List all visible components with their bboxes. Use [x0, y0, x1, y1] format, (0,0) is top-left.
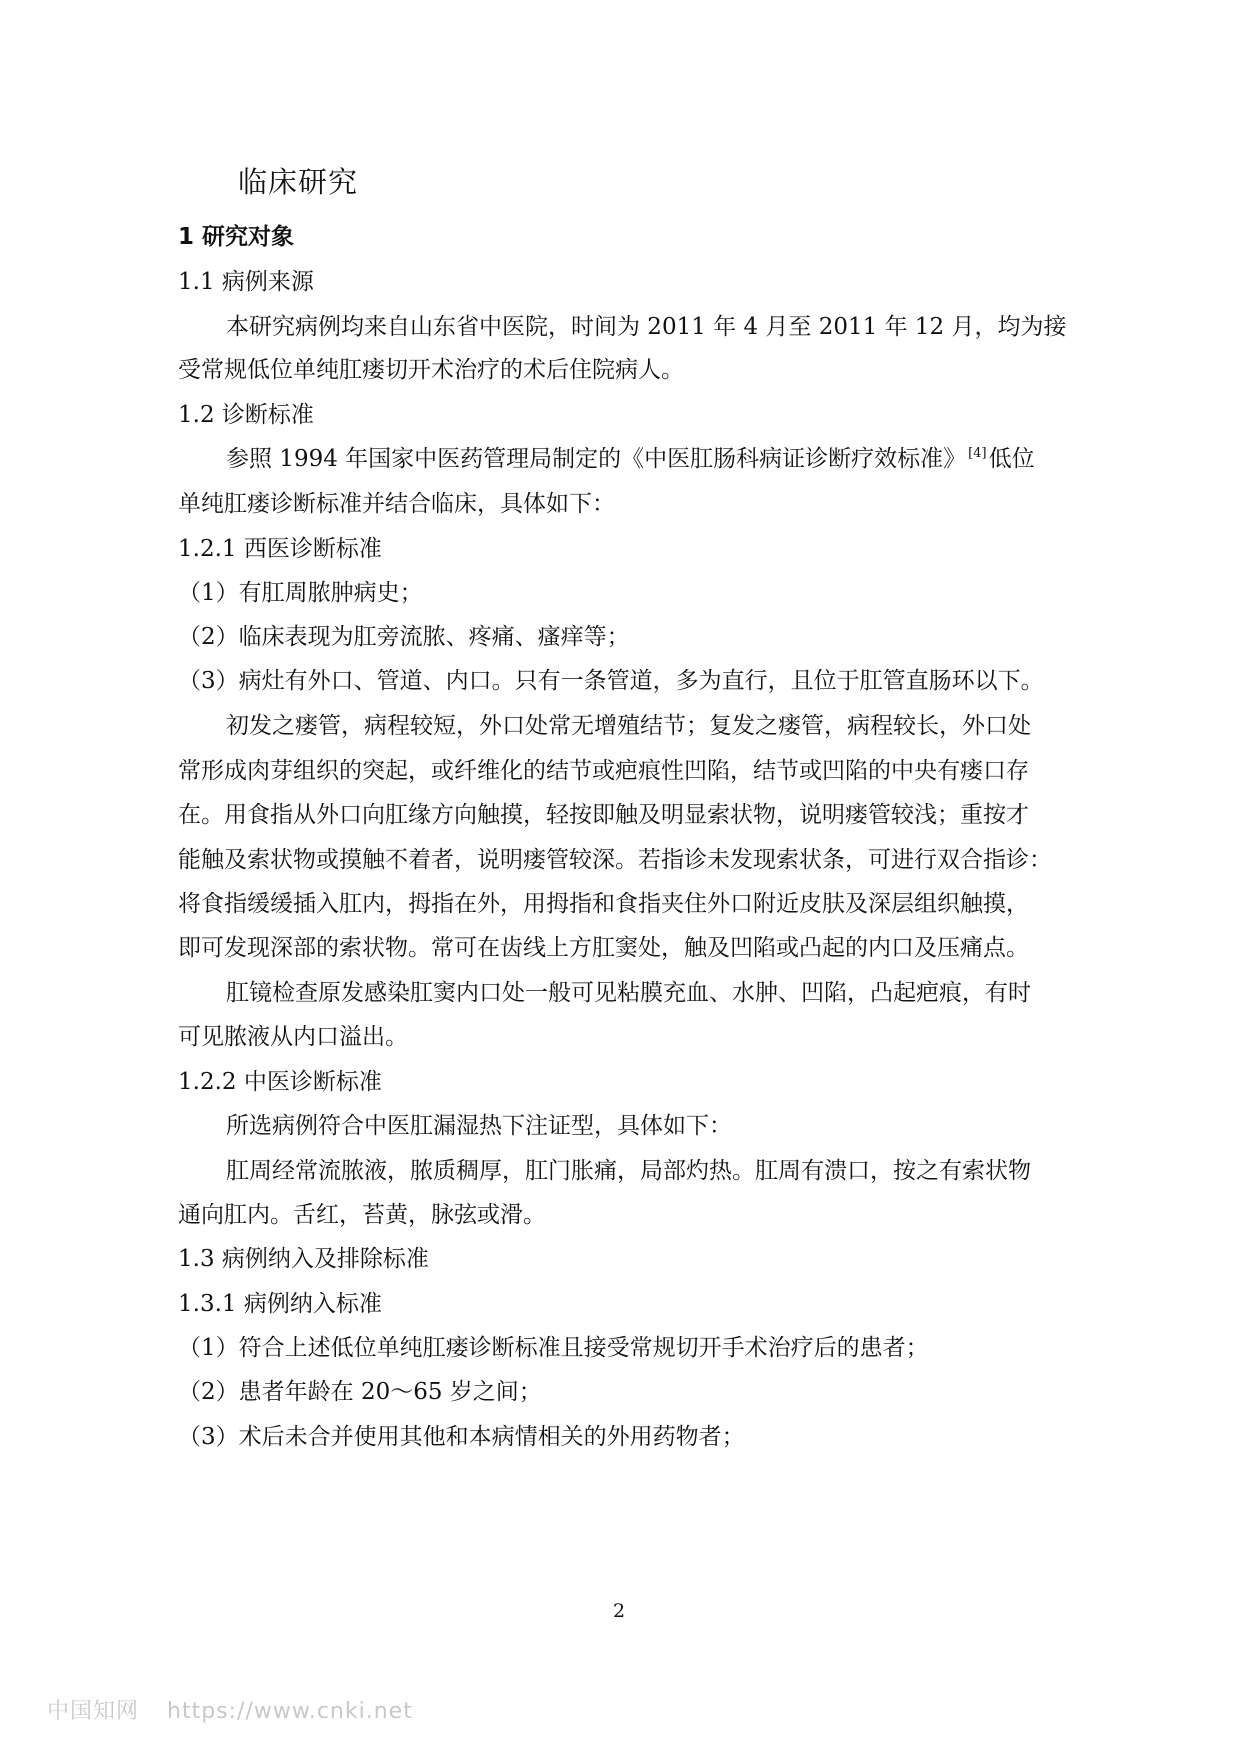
paragraph-line: 常形成肉芽组织的突起，或纤维化的结节或疤痕性凹陷，结节或凹陷的中央有瘘口存 [178, 758, 1029, 784]
subsection-heading-1-1: 1.1 病例来源 [178, 269, 314, 295]
paragraph-line: 本研究病例均来自山东省中医院，时间为 2011 年 4 月至 2011 年 12 月，均为接 [226, 314, 1067, 340]
list-item: （1）有肛周脓肿病史； [178, 580, 423, 606]
paragraph-line: 受常规低位单纯肛瘘切开术治疗的术后住院病人。 [178, 357, 684, 383]
subsection-heading-1-2: 1.2 诊断标准 [178, 402, 314, 428]
paragraph-line: 肛镜检查原发感染肛窦内口处一般可见粘膜充血、水肿、凹陷，凸起疤痕，有时 [226, 980, 1031, 1006]
list-item: （1）符合上述低位单纯肛瘘诊断标准且接受常规切开手术治疗后的患者； [178, 1335, 929, 1361]
paragraph-line: 肛周经常流脓液，脓质稠厚，肛门胀痛，局部灼热。肛周有溃口，按之有索状物 [226, 1158, 1031, 1184]
list-item: （2）临床表现为肛旁流脓、疼痛、瘙痒等； [178, 624, 630, 650]
page-number: 2 [613, 1600, 626, 1622]
brand-watermark: 中国知网 [47, 1699, 140, 1724]
paragraph-line: 初发之瘘管，病程较短，外口处常无增殖结节；复发之瘘管，病程较长，外口处 [226, 713, 1031, 739]
paragraph-line: 在。用食指从外口向肛缘方向触摸，轻按即触及明显索状物，说明瘘管较浅；重按才 [178, 802, 1029, 828]
list-item: （2）患者年龄在 20～65 岁之间； [178, 1379, 542, 1405]
page-title: 临床研究 [238, 165, 359, 199]
paragraph-text: 参照 1994 年国家中医药管理局制定的《中医肛肠科病证诊断疗效标准》 [226, 446, 967, 472]
subsection-heading-1-2-2: 1.2.2 中医诊断标准 [178, 1069, 382, 1095]
subsection-heading-1-3: 1.3 病例纳入及排除标准 [178, 1246, 429, 1272]
paragraph-line: 将食指缓缓插入肛内，拇指在外，用拇指和食指夹住外口附近皮肤及深层组织触摸， [178, 891, 1029, 917]
paragraph-line: 可见脓液从内口溢出。 [178, 1024, 408, 1050]
paragraph-line: 能触及索状物或摸触不着者，说明瘘管较深。若指诊未发现索状条，可进行双合指诊： [178, 847, 1052, 873]
section-heading-1: 1 研究对象 [178, 224, 295, 250]
subsection-heading-1-3-1: 1.3.1 病例纳入标准 [178, 1291, 382, 1317]
paragraph-line: 所选病例符合中医肛漏湿热下注证型，具体如下： [226, 1113, 732, 1139]
paragraph-line-with-reference [226, 443, 1148, 475]
paragraph-line: 单纯肛瘘诊断标准并结合临床，具体如下： [178, 491, 615, 517]
footer-url: https://www.cnki.net [167, 1699, 413, 1724]
paragraph-line: 即可发现深部的索状物。常可在齿线上方肛窦处，触及凹陷或凸起的内口及压痛点。 [178, 935, 1029, 961]
list-item: （3）术后未合并使用其他和本病情相关的外用药物者； [178, 1424, 745, 1450]
citation-reference: [4] [968, 446, 987, 462]
paragraph-line: 通向肛内。舌红，苔黄，脉弦或滑。 [178, 1202, 546, 1228]
list-item: （3）病灶有外口、管道、内口。只有一条管道，多为直行，且位于肛管直肠环以下。 [178, 668, 1044, 694]
paragraph-text: 低位 [988, 446, 1035, 472]
subsection-heading-1-2-1: 1.2.1 西医诊断标准 [178, 536, 382, 562]
footer-watermark [47, 1694, 413, 1725]
